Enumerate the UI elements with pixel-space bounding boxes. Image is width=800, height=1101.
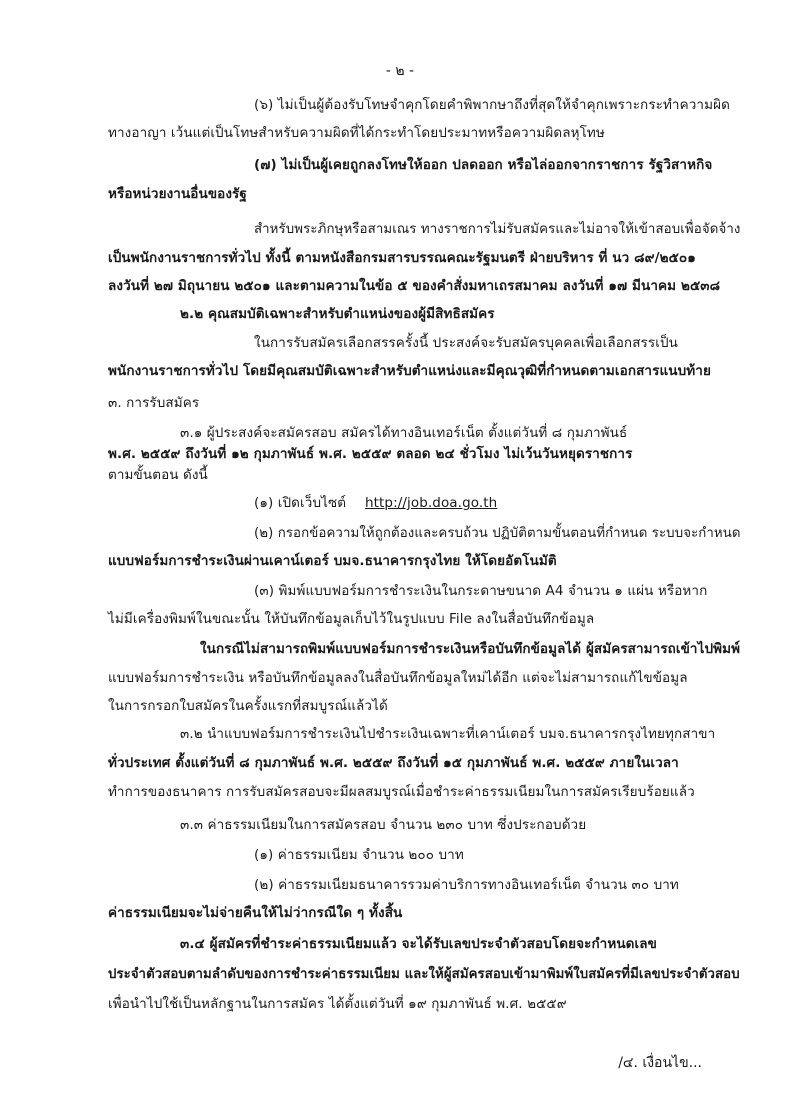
step-3-line-2: ไม่มีเครื่องพิมพ์ในขณะนั้น ให้บันทึกข้อมูลเก็บไว้ในรูปแบบ File ลงในสื่อบันทึกข้อมูล — [108, 611, 595, 627]
para-3-3-line-1: ๓.๓ ค่าธรรมเนียมในการสมัครสอบ จำนวน ๒๓๐ บาท ซึ่งประกอบด้วย — [180, 817, 587, 833]
para-3-4-line-2: ประจำตัวสอบตามลำดับของการชำระค่าธรรมเนียม และให้ผู้สมัครสอบเข้ามาพิมพ์ใบสมัครที่มีเลขประจำตัวสอบ — [108, 966, 740, 982]
page-number: - ๒ - — [385, 63, 415, 79]
item-7-line-2: หรือหน่วยงานอื่นของรัฐ — [108, 186, 247, 202]
step-1-label: (๑) เปิดเว็บไซต์ — [254, 495, 347, 511]
fee-note: ค่าธรรมเนียมจะไม่จ่ายคืนให้ไม่ว่ากรณีใด ๆ ทั้งสิ้น — [108, 905, 403, 921]
para-3-2-line-2: ทั่วประเทศ ตั้งแต่วันที่ ๘ กุมภาพันธ์ พ.ศ. ๒๕๕๙ ถึงวันที่ ๑๕ กุมภาพันธ์ พ.ศ. ๒๕๕๙ ภายในเวลา — [108, 755, 679, 771]
note-line-1: ในกรณีไม่สามารถพิมพ์แบบฟอร์มการชำระเงินหรือบันทึกข้อมูลได้ ผู้สมัครสามารถเข้าไปพิมพ์ — [200, 641, 741, 657]
step-2-line-1: (๒) กรอกข้อความให้ถูกต้องและครบถ้วน ปฏิบัติตามขั้นตอนที่กำหนด ระบบจะกำหนด — [254, 525, 741, 541]
item-6-line-1: (๖) ไม่เป็นผู้ต้องรับโทษจำคุกโดยคำพิพากษาถึงที่สุดให้จำคุกเพราะกระทำความผิด — [254, 97, 730, 113]
para-3-2-line-3: ทำการของธนาคาร การรับสมัครสอบจะมีผลสมบูรณ์เมื่อชำระค่าธรรมเนียมในการสมัครเรียบร้อยแล้ว — [108, 784, 695, 800]
para-3-2-line-1: ๓.๒ นำแบบฟอร์มการชำระเงินไปชำระเงินเฉพาะที่เคาน์เตอร์ บมจ.ธนาคารกรุงไทยทุกสาขา — [180, 726, 716, 742]
note-line-3: ในการกรอกใบสมัครในครั้งแรกที่สมบูรณ์แล้วได้ — [108, 698, 388, 714]
para-3-4-line-3: เพื่อนำไปใช้เป็นหลักฐานในการสมัคร ได้ตั้งแต่วันที่ ๑๙ กุมภาพันธ์ พ.ศ. ๒๕๕๙ — [108, 996, 567, 1012]
subsection-2-2-line-1: ในการรับสมัครเลือกสรรครั้งนี้ ประสงค์จะรับสมัครบุคคลเพื่อเลือกสรรเป็น — [254, 335, 678, 351]
subsection-2-2-heading: ๒.๒ คุณสมบัติเฉพาะสำหรับตำแหน่งของผู้มีสิทธิสมัคร — [180, 306, 495, 322]
monk-paragraph-line-1: สำหรับพระภิกษุหรือสามเณร ทางราชการไม่รับสมัครและไม่อาจให้เข้าสอบเพื่อจัดจ้าง — [254, 221, 741, 237]
website-link[interactable]: http://job.doa.go.th — [364, 495, 498, 511]
monk-paragraph-line-2: เป็นพนักงานราชการทั่วไป ทั้งนี้ ตามหนังสือกรมสารบรรณคณะรัฐมนตรี ฝ่ายบริหาร ที่ นว ๘๙/๒๕๐๑ — [108, 250, 696, 266]
step-1 — [254, 494, 497, 512]
note-line-2: แบบฟอร์มการชำระเงิน หรือบันทึกข้อมูลลงในสื่อบันทึกข้อมูลใหม่ได้อีก แต่จะไม่สามารถแก้ไขข้อมูล — [108, 670, 688, 686]
monk-paragraph-line-3: ลงวันที่ ๒๗ มิถุนายน ๒๕๐๑ และตามความในข้อ ๕ ของคำสั่งมหาเถรสมาคม ลงวันที่ ๑๗ มีนาคม ๒๕๓๘ — [108, 278, 721, 294]
fee-item-2: (๒) ค่าธรรมเนียมธนาคารรวมค่าบริการทางอินเทอร์เน็ต จำนวน ๓๐ บาท — [254, 877, 679, 893]
step-3-line-1: (๓) พิมพ์แบบฟอร์มการชำระเงินในกระดาษขนาด A4 จำนวน ๑ แผ่น หรือหาก — [254, 583, 708, 599]
para-3-1-line-3: ตามขั้นตอน ดังนี้ — [108, 467, 208, 483]
subsection-2-2-line-2: พนักงานราชการทั่วไป โดยมีคุณสมบัติเฉพาะสำหรับตำแหน่งและมีคุณวุฒิที่กำหนดตามเอกสารแนบท้าย — [108, 363, 711, 379]
item-6-line-2: ทางอาญา เว้นแต่เป็นโทษสำหรับความผิดที่ได้กระทำโดยประมาทหรือความผิดลหุโทษ — [108, 125, 605, 141]
step-2-line-2: แบบฟอร์มการชำระเงินผ่านเคาน์เตอร์ บมจ.ธนาคารกรุงไทย ให้โดยอัตโนมัติ — [108, 553, 557, 569]
para-3-1-line-1: ๓.๑ ผู้ประสงค์จะสมัครสอบ สมัครได้ทางอินเทอร์เน็ต ตั้งแต่วันที่ ๘ กุมภาพันธ์ — [180, 425, 628, 441]
para-3-4-line-1: ๓.๔ ผู้สมัครที่ชำระค่าธรรมเนียมแล้ว จะได้รับเลขประจำตัวสอบโดยจะกำหนดเลข — [180, 936, 657, 952]
item-7-line-1: (๗) ไม่เป็นผู้เคยถูกลงโทษให้ออก ปลดออก หรือไล่ออกจากราชการ รัฐวิสาหกิจ — [254, 157, 713, 173]
continued-marker: /๔. เงื่อนไข... — [618, 1055, 702, 1071]
section-3-heading: ๓. การรับสมัคร — [108, 395, 200, 411]
para-3-1-line-2: พ.ศ. ๒๕๕๙ ถึงวันที่ ๑๒ กุมภาพันธ์ พ.ศ. ๒๕๕๙ ตลอด ๒๔ ชั่วโมง ไม่เว้นวันหยุดราชการ — [108, 446, 633, 462]
fee-item-1: (๑) ค่าธรรมเนียม จำนวน ๒๐๐ บาท — [254, 847, 464, 863]
